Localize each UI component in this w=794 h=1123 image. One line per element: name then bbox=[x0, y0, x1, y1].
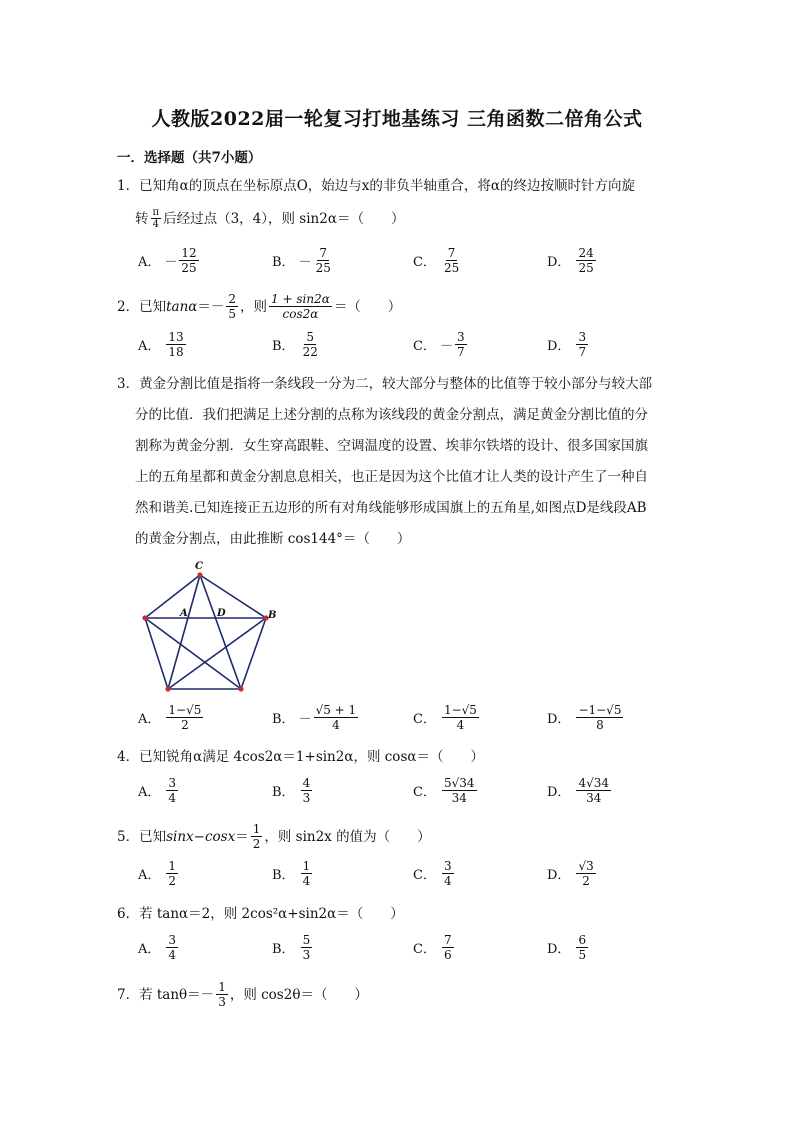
page-title: 人教版2022届一轮复习打地基练习 三角函数二倍角公式 bbox=[151, 108, 643, 130]
option-b[interactable]: B． $\frac{1}{4}$ bbox=[272, 859, 311, 888]
option-a[interactable]: A． $\frac{3}{4}$ bbox=[138, 933, 177, 962]
option-d[interactable]: D． $\frac{24}{25}$ bbox=[547, 246, 594, 275]
question-7: 7． 若 tanθ＝－ $\frac{1}{3}$ ，则 cos2θ＝（ ） bbox=[117, 980, 368, 1009]
fraction: $\frac{2}{5}$ bbox=[228, 292, 237, 321]
question-1 bbox=[117, 176, 635, 196]
question-4: 4．已知锐角α满足 4cos2α＝1+sin2α，则 cosα＝（ ） bbox=[117, 749, 484, 765]
option-c[interactable]: C． $\frac{7}{25}$ bbox=[413, 246, 460, 275]
question-5: 5． 已知 sinx−cosx ＝ $\frac{1}{2}$ ，则 sin2x 的值为（ ） bbox=[117, 822, 431, 851]
option-a[interactable]: A． $\frac{1-√5}{2}$ bbox=[138, 703, 202, 732]
option-a[interactable]: A． － $\frac{12}{25}$ bbox=[138, 246, 197, 275]
label-c: C bbox=[195, 561, 203, 572]
option-c[interactable]: C． $\frac{1-√5}{4}$ bbox=[413, 703, 477, 732]
question-1-line-2 bbox=[135, 207, 404, 230]
label-a: A bbox=[180, 608, 188, 619]
question-number: 3． bbox=[117, 376, 140, 392]
option-b[interactable]: B． － $\frac{√5 + 1}{4}$ bbox=[272, 703, 357, 732]
option-d[interactable]: D． $\frac{6}{5}$ bbox=[547, 933, 587, 962]
vertex-point bbox=[165, 686, 170, 691]
question-6: 6．若 tanα＝2，则 2cos²α+sin2α＝（ ） bbox=[117, 906, 404, 922]
vertex-point bbox=[142, 615, 147, 620]
fraction: $\frac{1 + \sin 2\alpha}{\cos 2\alpha}$ bbox=[271, 292, 330, 321]
question-3-line: 然和谐美.已知连接正五边形的所有对角线能够形成国旗上的五角星,如图点D是线段AB bbox=[135, 500, 647, 516]
question-number: 1． bbox=[117, 178, 140, 194]
question-2: 2． 已知 tanα ＝－ $\frac{2}{5}$ ，则 $\frac{1 + \sin 2\alpha}{\cos 2\alpha}$ ＝（ ） bbox=[117, 292, 402, 321]
question-3: 3．黄金分割比值是指将一条线段一分为二，较大部分与整体的比值等于较小部分与较大部 bbox=[117, 376, 653, 392]
diagonal bbox=[168, 575, 200, 689]
option-c[interactable]: C． $\frac{3}{4}$ bbox=[413, 859, 452, 888]
diagonal bbox=[168, 618, 266, 689]
question-number: 5． bbox=[117, 828, 140, 845]
option-d[interactable]: D． $\frac{√3}{2}$ bbox=[547, 859, 594, 888]
question-number: 7． bbox=[117, 986, 140, 1003]
question-text: 后经过点（3，4），则 sin2α＝（ ） bbox=[163, 210, 405, 227]
option-b[interactable]: B． $\frac{5}{3}$ bbox=[272, 933, 311, 962]
option-c[interactable]: C． － $\frac{3}{7}$ bbox=[413, 330, 465, 359]
label-d: D bbox=[217, 608, 226, 619]
option-d[interactable]: D． $\frac{3}{7}$ bbox=[547, 330, 587, 359]
option-b[interactable]: B． － $\frac{7}{25}$ bbox=[272, 246, 331, 275]
option-a[interactable]: A． $\frac{1}{2}$ bbox=[138, 859, 177, 888]
option-d[interactable]: D． $\frac{-1-√5}{8}$ bbox=[547, 703, 622, 732]
section-heading: 一．选择题（共7小题） bbox=[117, 150, 262, 166]
question-text: 转 bbox=[135, 210, 149, 227]
question-text: 已知角α的顶点在坐标原点O，始边与x的非负半轴重合，将α的终边按顺时针方向旋 bbox=[139, 178, 636, 194]
option-b[interactable]: B． $\frac{4}{3}$ bbox=[272, 776, 311, 805]
option-a[interactable]: A． $\frac{13}{18}$ bbox=[138, 330, 184, 359]
question-number: 4． bbox=[117, 749, 140, 765]
vertex-point bbox=[197, 572, 202, 577]
question-3-line: 割称为黄金分割．女生穿高跟鞋、空调温度的设置、埃菲尔铁塔的设计、很多国家国旗 bbox=[135, 438, 648, 454]
label-b: B bbox=[268, 610, 277, 621]
fraction: $\frac{1}{3}$ bbox=[218, 980, 226, 1009]
fraction: $\frac{1}{2}$ bbox=[252, 822, 261, 851]
question-number: 2． bbox=[117, 298, 140, 315]
question-number: 6． bbox=[117, 906, 140, 922]
option-c[interactable]: C． $\frac{7}{6}$ bbox=[413, 933, 452, 962]
option-c[interactable]: C． $\frac{5√34}{34}$ bbox=[413, 776, 475, 805]
question-3-line: 分的比值．我们把满足上述分割的点称为该线段的黄金分割点，满足黄金分割比值的分 bbox=[135, 407, 648, 423]
pentagram-figure bbox=[135, 556, 285, 696]
question-3-line: 上的五角星都和黄金分割息息相关，也正是因为这个比值才让人类的设计产生了一种自 bbox=[135, 469, 648, 485]
option-d[interactable]: D． $\frac{4√34}{34}$ bbox=[547, 776, 609, 805]
question-3-line: 的黄金分割点，由此推断 cos144°＝（ ） bbox=[135, 531, 411, 547]
diagonal bbox=[200, 575, 241, 689]
diagonal bbox=[145, 618, 241, 689]
option-b[interactable]: B． $\frac{5}{22}$ bbox=[272, 330, 318, 359]
option-a[interactable]: A． $\frac{3}{4}$ bbox=[138, 776, 177, 805]
fraction: $\frac{\pi}{4}$ bbox=[152, 207, 160, 230]
vertex-point bbox=[238, 686, 243, 691]
